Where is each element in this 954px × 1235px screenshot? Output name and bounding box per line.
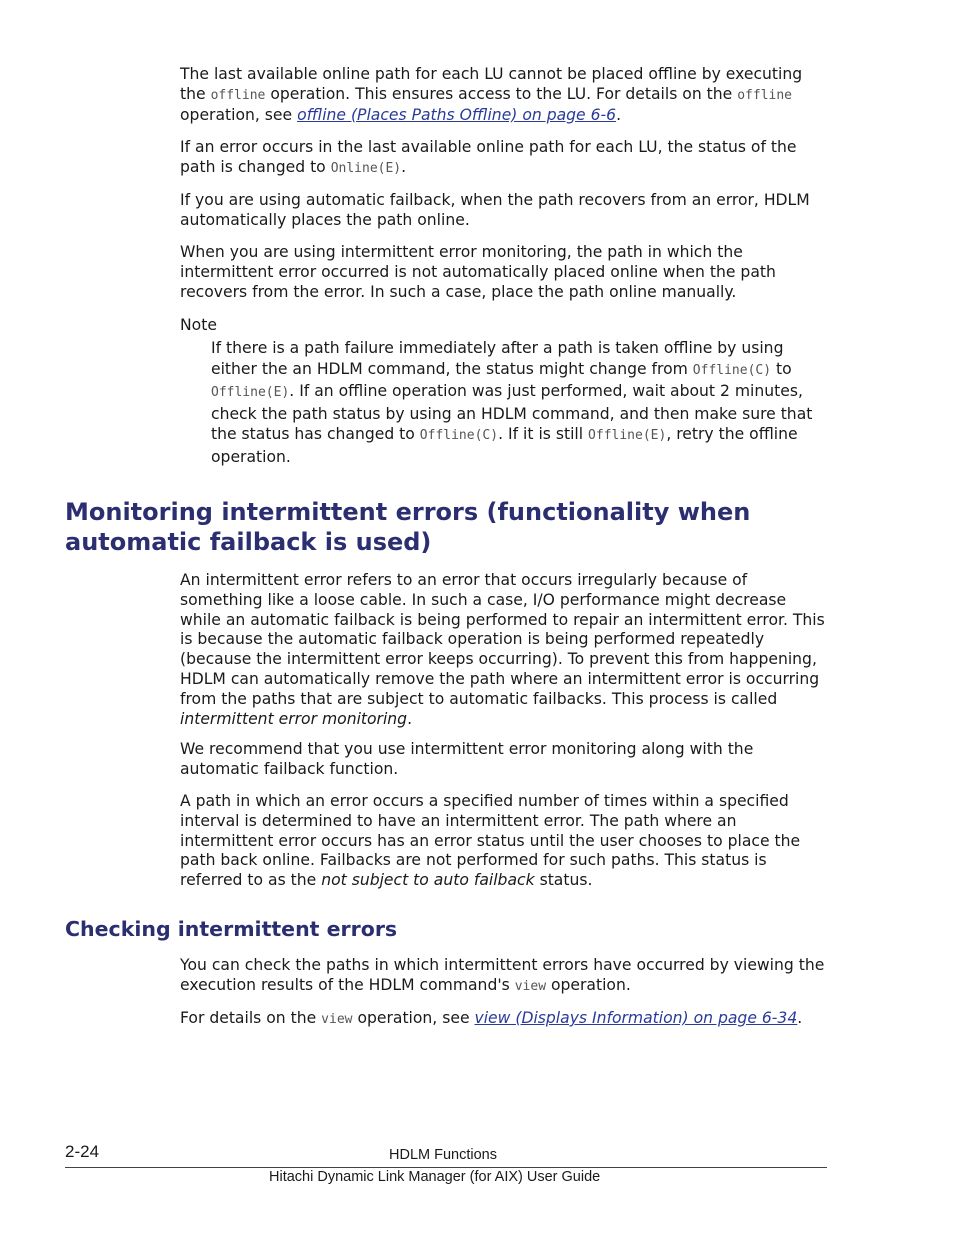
emphasis-term: intermittent error monitoring — [180, 709, 408, 728]
text: An intermittent error refers to an error that occurs irregularly because of something like a loose cable. In such a case, I/O performance might decrease while an automatic failback is being performed to repair an intermittent error. This is because the automatic failback operation is being performed repeatedly (because the intermittent error keeps occurring). To prevent this from happening, HDLM can automatically remove the path where an intermittent error is occurring from the paths that are subject to automatic failbacks. This process is called — [180, 571, 825, 708]
paragraph-check-paths — [180, 956, 828, 997]
code-view: view — [321, 1012, 353, 1027]
paragraph-error-last-path — [180, 138, 828, 179]
link-offline-command[interactable]: offline (Places Paths Offline) on page 6-6 — [297, 105, 617, 124]
paragraph-automatic-failback — [180, 191, 828, 231]
footer-divider — [65, 1167, 827, 1168]
text: If you are using automatic failback, when the path recovers from an error, HDLM automatically places the path online. — [180, 191, 810, 229]
code-offline: offline — [210, 87, 266, 103]
text: . — [616, 105, 622, 124]
text: If there is a path failure immediately after a path is taken offline by using either the an HDLM command, the status might change from — [211, 339, 784, 378]
paragraph-recommendation — [180, 740, 828, 780]
code-offline-e: Offline(E) — [211, 385, 290, 400]
text: operation, see — [352, 1009, 475, 1027]
text: For details on the — [180, 1009, 322, 1027]
footer-section-name: HDLM Functions — [389, 1147, 497, 1163]
text: If an error occurs in the last available online path for each LU, the status of the path is changed to — [180, 138, 797, 176]
page-number: 2-24 — [65, 1142, 100, 1161]
text: . If it is still — [498, 425, 589, 443]
text: to — [771, 359, 792, 378]
section-heading-monitoring-intermittent-errors: Monitoring intermittent errors (functionality when automatic failback is used) — [65, 498, 751, 556]
text: We recommend that you use intermittent error monitoring along with the automatic failback function. — [180, 740, 754, 778]
text: . If an offline operation was just performed, wait about 2 minutes, check the path status by using an HDLM command, and then make sure that the status has changed to — [211, 382, 813, 443]
link-view-command[interactable]: view (Displays Information) on page 6-34 — [474, 1009, 798, 1027]
code-offline-c: Offline(C) — [692, 362, 772, 378]
note-label: Note — [180, 316, 217, 334]
code-view: view — [514, 978, 547, 994]
text: operation. This ensures access to the LU. For details on the — [265, 84, 738, 103]
code-online-e: Online(E) — [330, 160, 402, 176]
text: , retry the offline operation. — [211, 425, 798, 466]
code-offline: offline — [737, 87, 793, 103]
code-offline-c: Offline(C) — [419, 428, 499, 443]
text: When you are using intermittent error monitoring, the path in which the intermittent error occurred is not automatically placed online when the path recovers from the error. In such a case, place the path online manually. — [180, 243, 776, 301]
text: operation, see — [180, 105, 298, 124]
emphasis-term: not subject to auto failback — [321, 871, 535, 890]
text: . — [407, 709, 413, 728]
section-heading-checking-intermittent-errors: Checking intermittent errors — [65, 917, 398, 941]
text: The last available online path for each LU cannot be placed offline by executing the — [180, 65, 803, 103]
paragraph-intermittent-monitoring — [180, 243, 828, 302]
paragraph-view-details — [180, 1009, 828, 1030]
footer-document-title: Hitachi Dynamic Link Manager (for AIX) User Guide — [269, 1169, 601, 1185]
note-body — [211, 338, 826, 467]
text: status. — [534, 871, 593, 890]
text: operation. — [546, 975, 631, 994]
text: . — [401, 157, 407, 176]
paragraph-intermittent-definition — [180, 571, 828, 729]
paragraph-last-online-path — [180, 65, 828, 125]
text: A path in which an error occurs a specified number of times within a specified interval is determined to have an intermittent error. The path where an intermittent error occurs has an error status until the user chooses to place the path back online. Failbacks are not performed for such paths. This status is referred to as the — [180, 792, 801, 890]
text: You can check the paths in which intermittent errors have occurred by viewing the execution results of the HDLM command's — [180, 956, 825, 994]
paragraph-intermittent-status — [180, 792, 828, 891]
code-offline-e: Offline(E) — [588, 428, 667, 443]
text: . — [797, 1009, 803, 1027]
